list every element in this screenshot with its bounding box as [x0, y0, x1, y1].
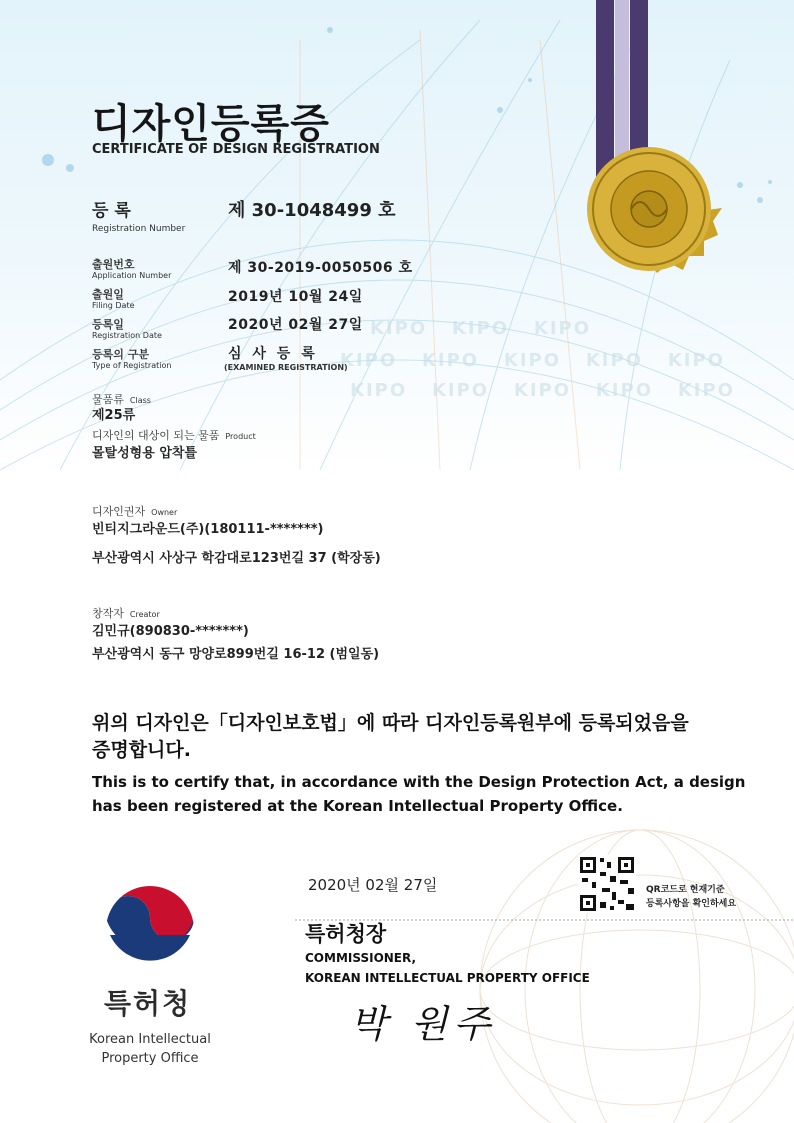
logo-en-line1: Korean Intellectual — [89, 1032, 211, 1047]
kipo-taegeuk-logo — [104, 884, 196, 976]
qr-code-icon — [578, 855, 636, 913]
statement-ko-line1: 위의 디자인은「디자인보호법」에 따라 디자인등록원부에 등록되었음을 — [92, 712, 689, 734]
product-label: 디자인의 대상이 되는 물품 — [92, 429, 220, 442]
certification-statement-en — [92, 770, 745, 818]
certification-statement-ko — [92, 710, 732, 764]
creator-address: 부산광역시 동구 망양로899번길 16-12 (범일동) — [92, 647, 380, 662]
kipo-watermark: KIPO KIPO KIPO KIPO KIPO — [350, 380, 735, 401]
registration-type-label-en: Type of Registration — [92, 361, 172, 370]
creator-label-en: Creator — [129, 610, 160, 619]
kipo-watermark: KIPO KIPO KIPO — [370, 318, 592, 339]
application-number-label: 출원번호 — [92, 258, 135, 271]
owner-label-en: Owner — [151, 508, 178, 517]
registration-label: 등 록 — [92, 201, 131, 221]
registration-type: 심 사 등 록 — [228, 346, 318, 362]
class-label: 물품류 — [92, 393, 124, 406]
issue-date: 2020년 02월 27일 — [308, 876, 438, 894]
statement-en-line1: This is to certify that, in accordance with the Design Protection Act, a design — [92, 773, 746, 791]
commissioner-title-ko: 특허청장 — [305, 922, 387, 946]
commissioner-signature: 박 원주 — [350, 1002, 497, 1046]
creator-label-row — [92, 602, 160, 621]
commissioner-line2: KOREAN INTELLECTUAL PROPERTY OFFICE — [305, 971, 590, 985]
gold-seal-icon — [587, 147, 722, 273]
qr-note-line2: 등록사항을 확인하세요 — [646, 899, 737, 909]
commissioner-title-en — [305, 948, 590, 988]
registration-type-en: (EXAMINED REGISTRATION) — [224, 363, 348, 372]
owner-address: 부산광역시 사상구 학감대로123번길 37 (학장동) — [92, 551, 381, 566]
registration-date-label-en: Registration Date — [92, 331, 162, 340]
filing-date: 2019년 10월 24일 — [228, 289, 363, 305]
statement-en-line2: has been registered at the Korean Intellectual Property Office. — [92, 797, 623, 815]
filing-date-label: 출원일 — [92, 288, 124, 301]
product-label-row — [92, 424, 256, 443]
commissioner-line1: COMMISSIONER, — [305, 951, 417, 965]
registration-type-label: 등록의 구분 — [92, 348, 149, 361]
application-number: 제 30-2019-0050506 호 — [228, 260, 413, 276]
creator-name: 김민규(890830-*******) — [92, 624, 249, 639]
statement-ko-line2: 증명합니다. — [92, 739, 191, 761]
qr-note-line1: QR코드로 현재기준 — [646, 885, 725, 895]
class-label-en: Class — [129, 396, 151, 405]
product-label-en: Product — [225, 432, 256, 441]
kipo-watermark: KIPO KIPO KIPO KIPO KIPO — [340, 350, 725, 371]
logo-en-line2: Property Office — [101, 1051, 199, 1066]
qr-note — [646, 883, 736, 911]
owner-label-row — [92, 500, 177, 519]
product-value: 몰탈성형용 압착틀 — [92, 446, 197, 461]
filing-date-label-en: Filing Date — [92, 301, 135, 310]
class-value: 제25류 — [92, 408, 136, 423]
registration-number: 제 30-1048499 호 — [228, 200, 396, 221]
registration-date: 2020년 02월 27일 — [228, 317, 363, 333]
certificate-title: 디자인등록증 — [92, 101, 330, 147]
kipo-logo-english — [80, 1030, 220, 1068]
certificate-subtitle: CERTIFICATE OF DESIGN REGISTRATION — [92, 142, 380, 157]
kipo-logo-name: 특허청 — [104, 987, 192, 1020]
application-number-label-en: Application Number — [92, 271, 172, 280]
registration-label-en: Registration Number — [92, 224, 186, 234]
registration-date-label: 등록일 — [92, 318, 124, 331]
owner-name: 빈티지그라운드(주)(180111-*******) — [92, 522, 324, 537]
creator-label: 창작자 — [92, 607, 124, 620]
owner-label: 디자인권자 — [92, 505, 146, 518]
